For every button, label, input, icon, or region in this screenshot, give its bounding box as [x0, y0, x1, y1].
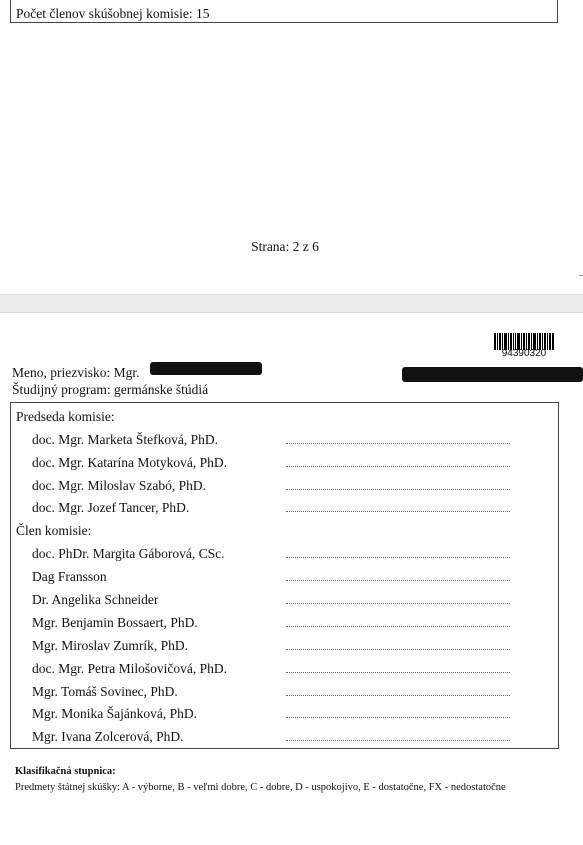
signature-line	[286, 555, 510, 558]
member-name: Mgr. Benjamin Bossaert, PhD.	[32, 615, 198, 630]
barcode-number: 94390320	[501, 348, 547, 359]
member-name: doc. Mgr. Petra Milošovičová, PhD.	[32, 661, 227, 676]
grading-scale-title: Klasifikačná stupnica:	[15, 766, 116, 777]
signature-line	[286, 464, 510, 467]
signature-line	[286, 738, 510, 741]
redaction-bar	[402, 367, 583, 382]
signature-line	[286, 601, 510, 604]
page-number: Strana: 2 z 6	[251, 239, 319, 254]
chair-name: doc. Mgr. Miloslav Szabó, PhD.	[32, 478, 206, 493]
page-separator	[0, 294, 583, 313]
chair-name: doc. Mgr. Jozef Tancer, PhD.	[32, 500, 190, 515]
signature-line	[286, 441, 510, 444]
member-heading: Člen komisie:	[16, 523, 92, 538]
member-name: Mgr. Ivana Zolcerová, PhD.	[32, 729, 184, 744]
signature-line	[286, 487, 510, 490]
member-name: Dag Fransson	[32, 569, 107, 584]
signature-line	[286, 647, 510, 650]
signature-line	[286, 578, 510, 581]
redaction-bar	[150, 362, 262, 375]
chair-name: doc. Mgr. Marketa Štefková, PhD.	[32, 432, 218, 447]
grading-scale-text: Predmety štátnej skúšky: A - výborne, B - veľmi dobre, C - dobre, D - uspokojivo, E - dostatočne, FX - nedostatočne	[15, 782, 506, 793]
signature-line	[286, 693, 510, 696]
member-name: Mgr. Tomáš Sovinec, PhD.	[32, 684, 178, 699]
chair-name: doc. Mgr. Katarína Motyková, PhD.	[32, 455, 227, 470]
signature-line	[286, 509, 510, 512]
committee-members-count: Počet členov skúšobnej komisie: 15	[16, 6, 210, 21]
member-name: doc. PhDr. Margita Gáborová, CSc.	[32, 546, 225, 561]
signature-line	[286, 624, 510, 627]
member-name: Mgr. Monika Šajánková, PhD.	[32, 706, 197, 721]
study-program-label: Študijný program: germánske štúdiá	[12, 382, 209, 397]
chair-heading: Predseda komisie:	[16, 409, 115, 424]
scrollbar-mark	[579, 275, 583, 276]
signature-line	[286, 670, 510, 673]
signature-line	[286, 715, 510, 718]
student-name-label: Meno, priezvisko: Mgr.	[12, 365, 140, 380]
member-name: Mgr. Miroslav Zumrík, PhD.	[32, 638, 189, 653]
member-name: Dr. Angelika Schneider	[32, 592, 159, 607]
